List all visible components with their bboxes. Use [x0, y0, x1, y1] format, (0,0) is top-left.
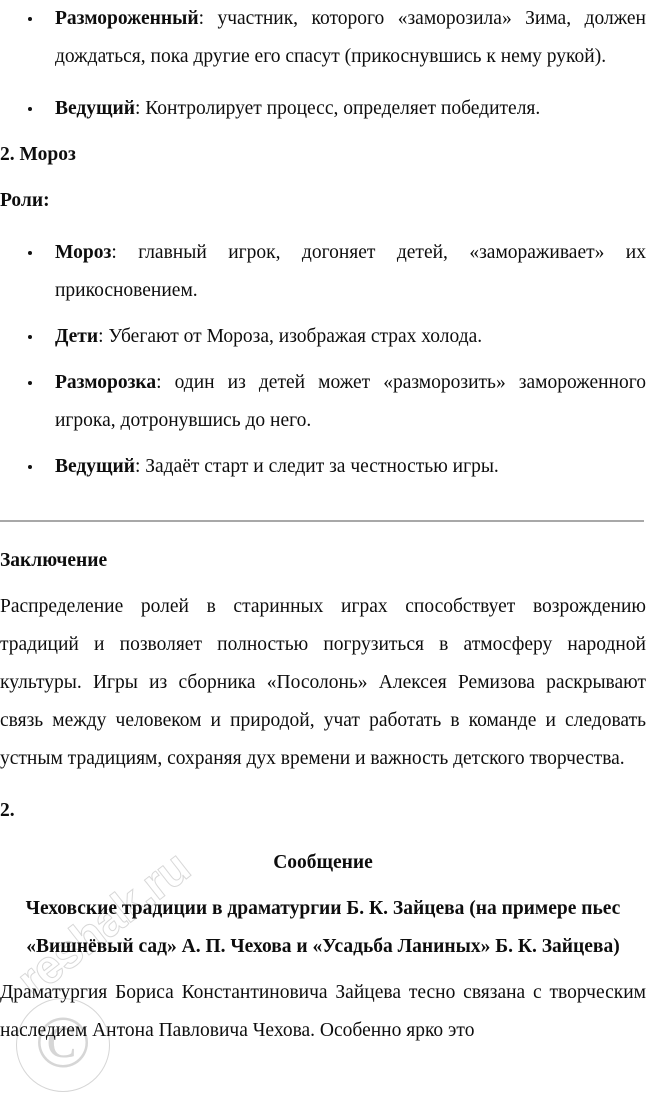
- list-item: [0, 234, 646, 310]
- spacer: [0, 174, 646, 182]
- list-item-term: Ведущий: [55, 456, 135, 477]
- list-item-text: : один из детей может «разморозить» замороженного игрока, дотронувшись до него.: [55, 372, 646, 431]
- item-number: 2.: [0, 800, 15, 821]
- spacer: [0, 310, 646, 318]
- list-item-term: Размороженный: [55, 8, 199, 29]
- spacer: [0, 506, 646, 520]
- spacer: [0, 440, 646, 448]
- list-item-term: Дети: [55, 326, 99, 347]
- heading-soobshchenie: Сообщение: [273, 852, 373, 873]
- list-item: [0, 364, 646, 440]
- spacer: [0, 580, 646, 588]
- list-item: [0, 318, 646, 356]
- section-heading-moroz: 2. Мороз: [0, 144, 76, 165]
- spacer: [0, 966, 646, 974]
- paragraph-dramaturgiya: Драматургия Бориса Константиновича Зайцева тесно связана с творческим наследием Антона Павловича Чехова. Особенно ярко это: [0, 982, 646, 1041]
- list-item-text: : Задаёт старт и следит за честностью игры.: [134, 456, 499, 477]
- spacer: [0, 882, 646, 890]
- spacer: [0, 522, 646, 542]
- report-title: Чеховские традиции в драматургии Б. К. Зайцева (на примере пьес «Вишнёвый сад» А. П. Чехова и «Усадьба Ланиных» Б. К. Зайцева): [25, 898, 621, 957]
- subheading-roles: Роли:: [0, 190, 50, 211]
- list-item-text: : Убегают от Мороза, изображая страх холода.: [98, 326, 483, 347]
- list-item-term: Ведущий: [55, 98, 135, 119]
- section-heading-conclusion: Заключение: [0, 550, 108, 571]
- list-item-text: : участник, которого «заморозила» Зима, должен дождаться, пока другие его спасут (прикоснувшись к нему рукой).: [55, 8, 646, 67]
- spacer: [0, 778, 646, 792]
- watermark-text: reshak.ru: [6, 840, 199, 1007]
- spacer: [0, 76, 646, 90]
- spacer: [0, 486, 646, 506]
- list-item-text: : главный игрок, догоняет детей, «замораживает» их прикосновением.: [55, 242, 646, 301]
- list-item-text: : Контролирует процесс, определяет победителя.: [134, 98, 541, 119]
- list-item: [0, 90, 646, 128]
- spacer: [0, 356, 646, 364]
- copyright-icon: ©: [16, 998, 110, 1092]
- spacer: [0, 830, 646, 844]
- list-item-term: Мороз: [55, 242, 112, 263]
- paragraph-conclusion: Распределение ролей в старинных играх способствует возрождению традиций и позволяет полностью погрузиться в атмосферу народной культуры. Игры из сборника «Посолонь» Алексея Ремизова раскрывают связь между человеком и природой, учат работать в команде и следовать устным традициям, сохраняя дух времени и важность детского творчества.: [0, 596, 646, 769]
- spacer: [0, 220, 646, 234]
- spacer: [0, 128, 646, 136]
- list-item: [0, 0, 646, 76]
- list-item: [0, 448, 646, 486]
- list-item-term: Разморозка: [55, 372, 157, 393]
